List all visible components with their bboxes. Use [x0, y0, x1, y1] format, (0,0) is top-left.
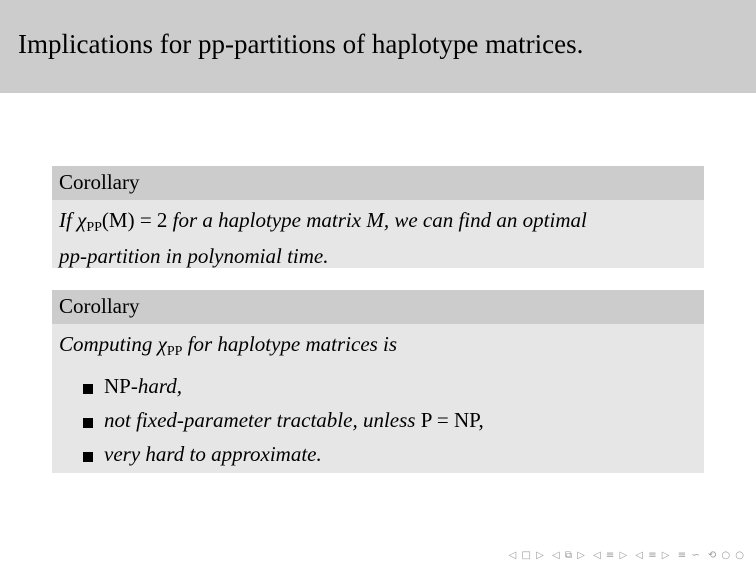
item-roman: P = NP,: [420, 408, 484, 432]
chi-subscript: PP: [166, 344, 183, 359]
chi-symbol: χ: [77, 208, 87, 232]
item-italic: very hard to approximate.: [104, 442, 322, 466]
nav-section-controls[interactable]: ◁ ≡ ▷: [593, 550, 629, 561]
list-item: [59, 369, 696, 403]
corollary-2-intro: [59, 330, 696, 366]
corollary-1-text-b: , we can find an optimal: [383, 208, 587, 232]
corollary-2-body: [52, 324, 704, 473]
property-list: [59, 369, 696, 471]
corollary-block-1: [52, 166, 704, 268]
corollary-1-text-a: for a haplotype matrix: [172, 208, 362, 232]
frame-title: Implications for pp-partitions of haplotype matrices.: [18, 29, 584, 59]
list-item: [59, 437, 696, 471]
intro-end: for haplotype matrices is: [187, 332, 398, 356]
bullet-icon: [83, 452, 93, 462]
corollary-1-line-2: pp-partition in polynomial time.: [59, 244, 329, 268]
beamer-navigation-bar: [509, 550, 748, 561]
matrix-symbol: M: [366, 208, 384, 232]
corollary-block-2: [52, 290, 704, 473]
frame-title-bar: [0, 0, 756, 93]
intro-start: Computing: [59, 332, 153, 356]
chi-symbol: χ: [157, 332, 167, 356]
corollary-2-title: Corollary: [52, 290, 704, 324]
item-italic: not fixed-parameter tractable, unless: [104, 408, 416, 432]
item-italic: -hard,: [130, 374, 182, 398]
nav-subsection-controls[interactable]: ◁ ⧉ ▷: [551, 550, 586, 561]
nav-toc-controls[interactable]: ≡ ∽: [677, 550, 701, 561]
corollary-1-title: Corollary: [52, 166, 704, 200]
item-roman: NP: [104, 374, 131, 398]
bullet-icon: [83, 418, 93, 428]
nav-search-controls[interactable]: ⟲ ○ ○: [707, 550, 745, 561]
chi-subscript: PP: [86, 220, 102, 235]
nav-frame-controls[interactable]: ◁ □ ▷: [508, 550, 545, 561]
list-item: [59, 403, 696, 437]
if-text: If: [59, 208, 72, 232]
nav-part-controls[interactable]: ◁ ≡ ▷: [635, 550, 671, 561]
chi-argument: (M) = 2: [101, 208, 168, 232]
corollary-1-line-1: [59, 206, 696, 242]
corollary-1-body: [52, 200, 704, 268]
bullet-icon: [83, 384, 93, 394]
